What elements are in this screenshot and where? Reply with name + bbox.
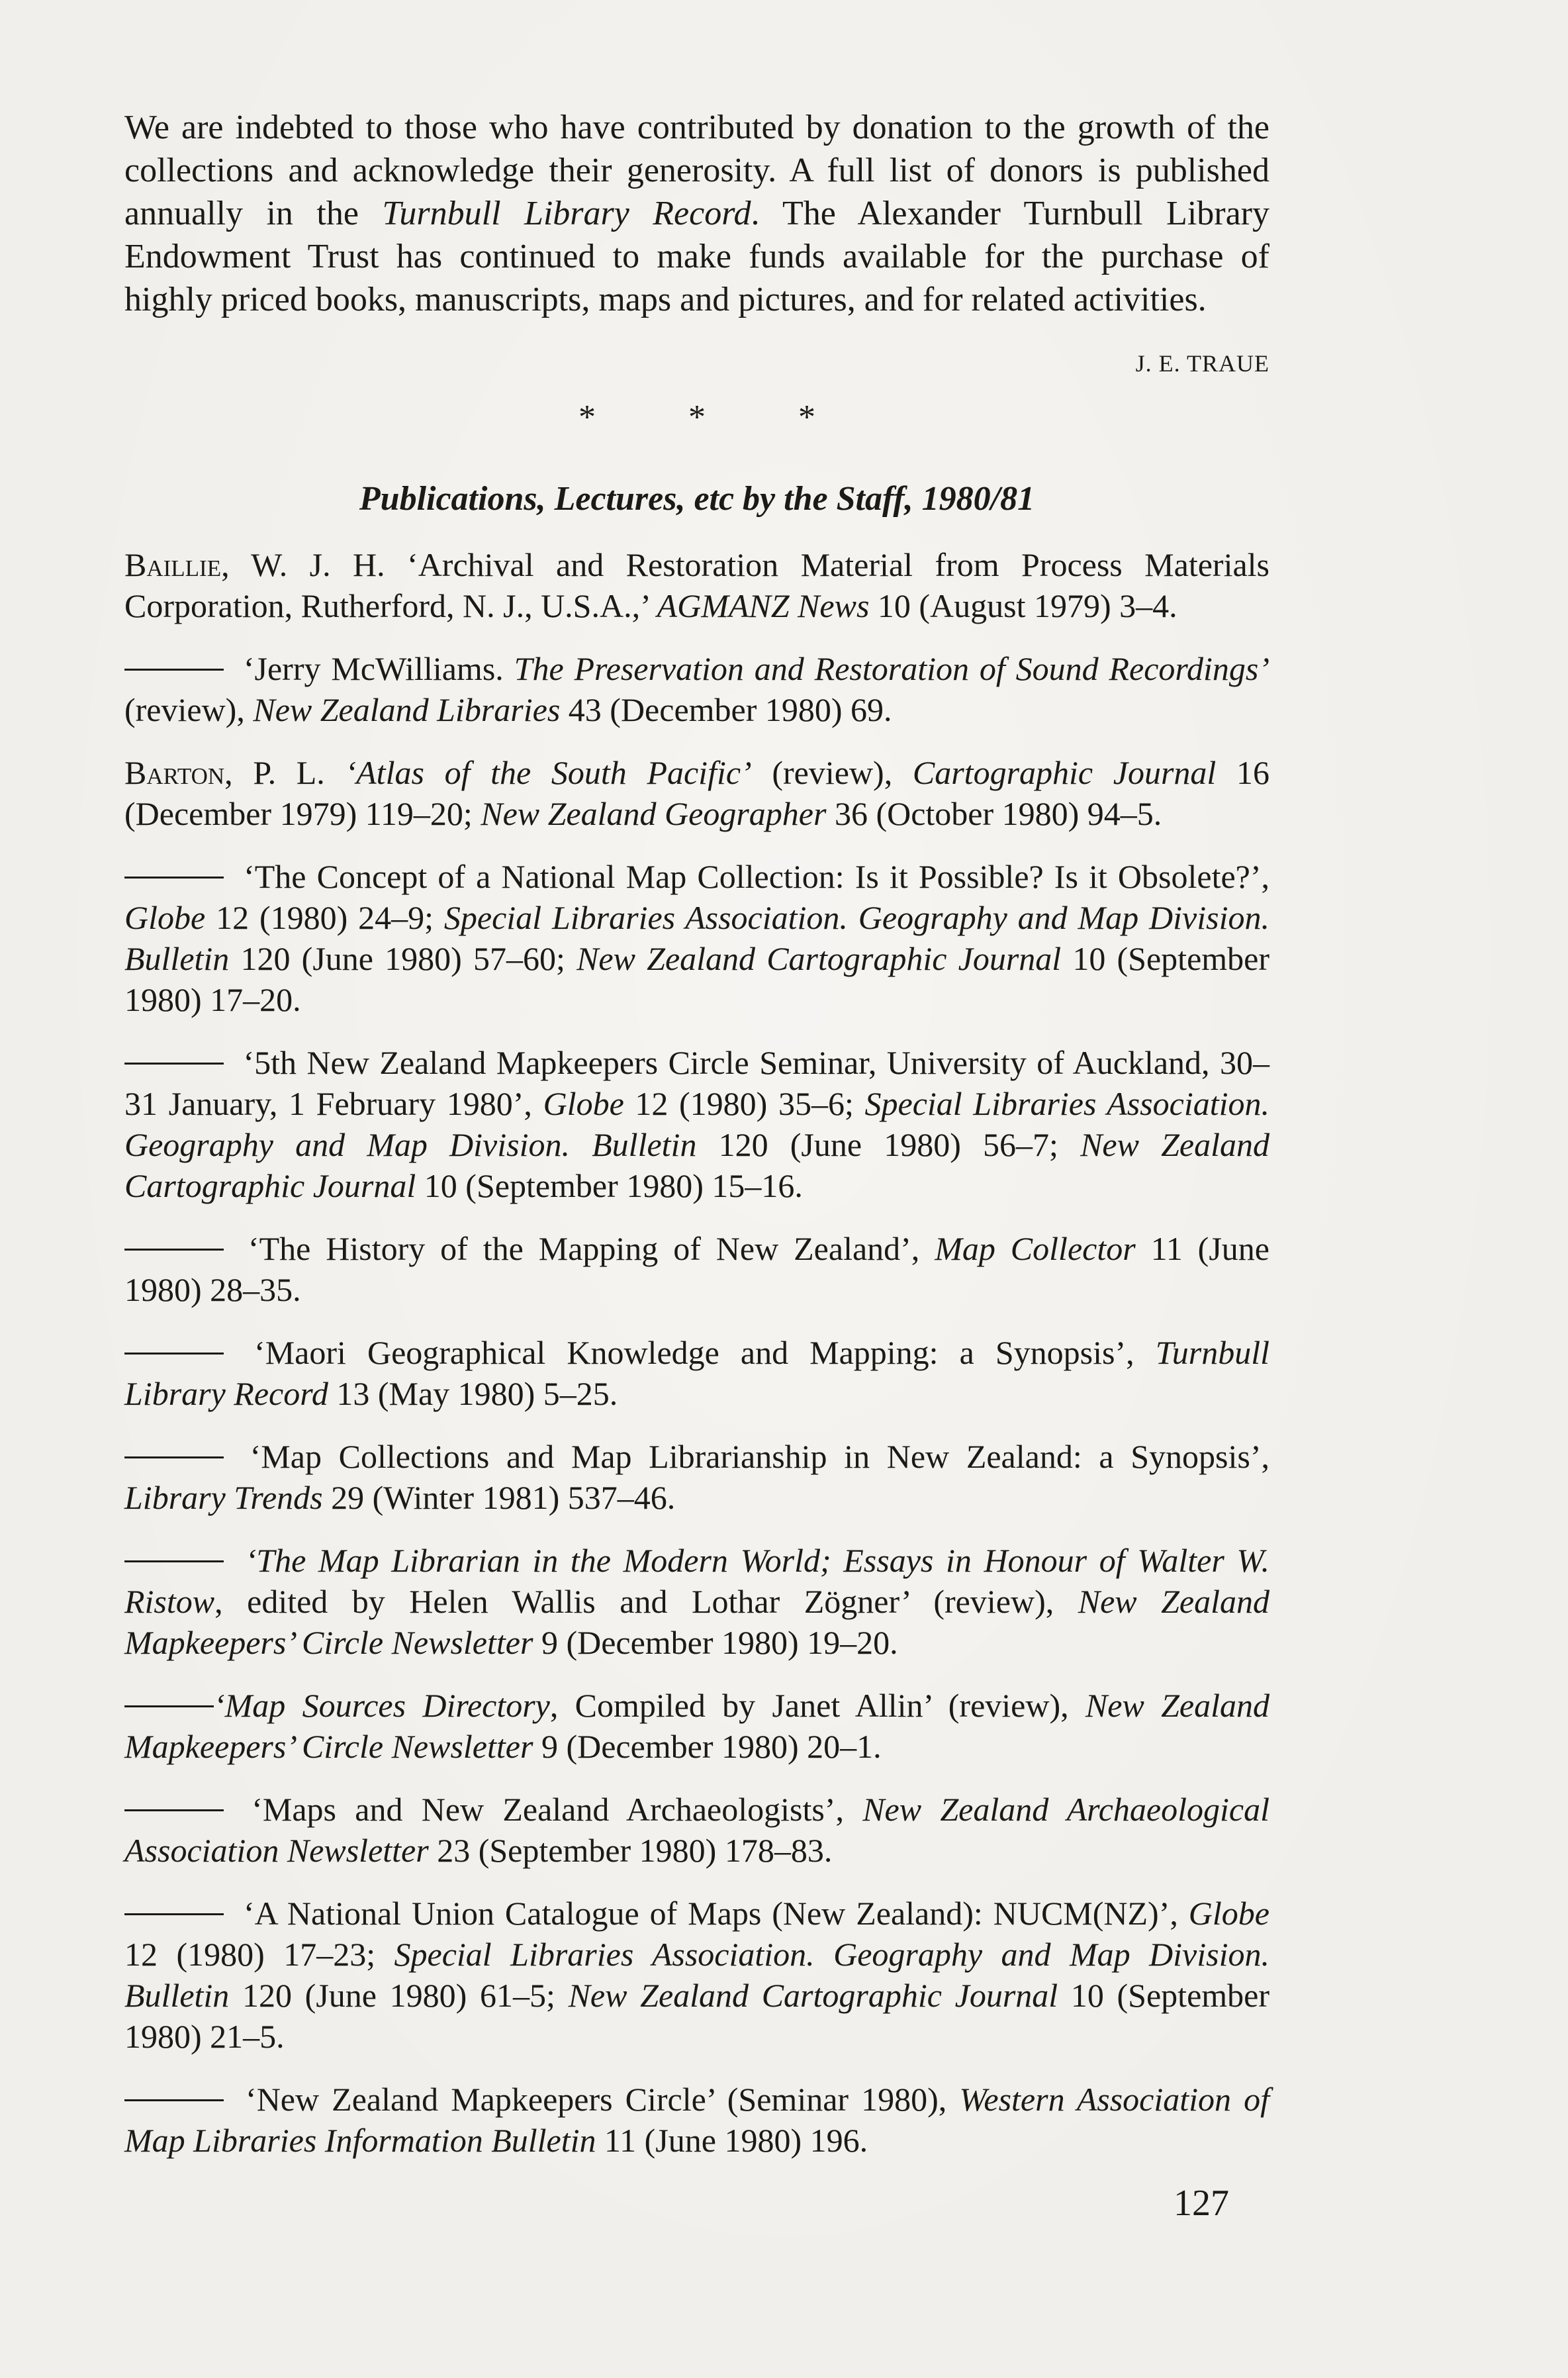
ditto-dash xyxy=(124,1063,224,1065)
bibliography-entry xyxy=(124,544,1269,626)
citation-detail: 29 (Winter 1981) 537–46. xyxy=(322,1479,676,1516)
asterisk: * xyxy=(688,399,706,436)
citation-detail: (review), xyxy=(751,754,913,791)
citation-detail: 11 (June 1980) 28–35. xyxy=(124,1230,1269,1308)
citation-detail: 12 (1980) 35–6; xyxy=(623,1085,865,1122)
journal-title: New Zealand Cartographic Journal xyxy=(576,940,1062,977)
work-title: The Preservation and Restoration of Sound Recordings’ xyxy=(514,650,1269,687)
journal-title: New Zealand Libraries xyxy=(253,691,561,728)
bibliography-entry xyxy=(124,1228,1269,1310)
entry-title: ‘Jerry McWilliams. xyxy=(233,650,514,687)
entry-title: ‘Maps and New Zealand Archaeologists’, xyxy=(233,1791,863,1828)
bibliography-entry xyxy=(124,2079,1269,2161)
intro-text-part: We are indebted to those who have contributed by donation to the growth of the collections and acknowledge their generosity. A full list of donors is published annually in the xyxy=(124,109,1269,232)
journal-title: Globe xyxy=(1188,1895,1269,1932)
bibliography-entry xyxy=(124,856,1269,1020)
bibliography-entry xyxy=(124,1332,1269,1414)
entry-title: ‘The Concept of a National Map Collection: Is it Possible? Is it Obsolete?’, xyxy=(233,858,1269,895)
journal-title: New Zealand Cartographic Journal xyxy=(568,1977,1058,2014)
journal-title: Library Trends xyxy=(124,1479,323,1516)
bibliography-list xyxy=(124,544,1269,2161)
journal-title: Special Libraries Association. Geography and Map Division. Bulletin xyxy=(124,899,1269,977)
ditto-dash xyxy=(124,1353,224,1355)
intro-paragraph xyxy=(124,106,1269,321)
ditto-dash xyxy=(124,877,224,879)
journal-title: New Zealand Mapkeepers’ Circle Newsletter xyxy=(124,1583,1269,1661)
work-title: ‘Atlas of the South Pacific’ xyxy=(345,754,752,791)
citation-detail: 12 (1980) 24–9; xyxy=(205,899,444,936)
citation-detail: 10 (September 1980) 21–5. xyxy=(124,1977,1269,2055)
ditto-dash xyxy=(124,1705,214,1707)
work-title: ‘The Map Librarian in the Modern World; Essays in Honour of Walter W. Ristow xyxy=(124,1542,1269,1620)
section-heading: Publications, Lectures, etc by the Staff, 1980/81 xyxy=(359,480,1035,518)
author-initials: , P. L. xyxy=(224,754,346,791)
bibliography-entry xyxy=(124,752,1269,834)
intro-text-part: . The Alexander Turnbull Library Endowment Trust has continued to make funds available for the purchase of highly priced books, manuscripts, maps and pictures, and for related activities. xyxy=(124,195,1269,318)
citation-detail: 10 (September 1980) 15–16. xyxy=(416,1167,803,1204)
author-surname: Barton xyxy=(124,754,225,791)
asterisk: * xyxy=(578,399,596,436)
entry-title: ‘Map Collections and Map Librarianship in New Zealand: a Synopsis’, xyxy=(233,1438,1269,1475)
ditto-dash xyxy=(124,669,224,671)
citation-detail: 36 (October 1980) 94–5. xyxy=(826,795,1162,832)
journal-title: Cartographic Journal xyxy=(912,754,1217,791)
text-column xyxy=(124,106,1269,2183)
journal-title: Globe xyxy=(543,1085,624,1122)
bibliography-entry xyxy=(124,1893,1269,2057)
author-surname: Baillie xyxy=(124,546,222,583)
signature: J. E. TRAUE xyxy=(1135,350,1269,377)
citation-detail: , Compiled by Janet Allin’ (review), xyxy=(549,1687,1085,1724)
entry-title: ‘New Zealand Mapkeepers Circle’ (Seminar 1980), xyxy=(233,2081,960,2118)
citation-detail: 16 (December 1979) 119–20; xyxy=(124,754,1269,832)
journal-title: Western Association of Map Libraries Information Bulletin xyxy=(124,2081,1269,2159)
citation-detail: 11 (June 1980) 196. xyxy=(596,2122,868,2159)
entry-title: ‘A National Union Catalogue of Maps (New Zealand): NUCM(NZ)’, xyxy=(233,1895,1189,1932)
citation-detail: 120 (June 1980) 61–5; xyxy=(229,1977,569,2014)
entry-title: ‘The History of the Mapping of New Zealand’, xyxy=(233,1230,935,1267)
bibliography-entry xyxy=(124,1436,1269,1518)
journal-title: AGMANZ News xyxy=(657,587,870,624)
bibliography-entry xyxy=(124,1540,1269,1663)
journal-title: New Zealand Archaeological Association Newsletter xyxy=(124,1791,1269,1869)
entry-title: ‘5th New Zealand Mapkeepers Circle Seminar, University of Auckland, 30–31 January, 1 February 1980’, xyxy=(124,1044,1269,1122)
work-title: ‘Map Sources Directory xyxy=(214,1687,550,1724)
journal-title: New Zealand Geographer xyxy=(481,795,827,832)
intro-italic-title: Turnbull Library Record xyxy=(382,195,751,232)
journal-title: Special Libraries Association. Geography and Map Division. Bulletin xyxy=(124,1085,1270,1163)
bibliography-entry xyxy=(124,648,1269,730)
ditto-dash xyxy=(124,1456,224,1458)
ditto-dash xyxy=(124,2099,224,2101)
journal-title: Globe xyxy=(124,899,206,936)
journal-title: Special Libraries Association. Geography and Map Division. Bulletin xyxy=(124,1936,1269,2014)
citation-detail: 12 (1980) 17–23; xyxy=(124,1936,394,1973)
citation-detail: 13 (May 1980) 5–25. xyxy=(328,1375,618,1412)
ditto-dash xyxy=(124,1913,224,1915)
ditto-dash xyxy=(124,1249,224,1251)
bibliography-entry xyxy=(124,1685,1269,1767)
citation-detail: 120 (June 1980) 56–7; xyxy=(696,1126,1081,1163)
author-initials: , W. J. H. xyxy=(221,546,408,583)
citation-detail: , edited by Helen Wallis and Lothar Zögner’ (review), xyxy=(214,1583,1078,1620)
citation-detail: 9 (December 1980) 20–1. xyxy=(533,1728,882,1765)
entry-title: ‘Archival and Restoration Material from Process Materials Corporation, Rutherford, N. J., U.S.A.,’ xyxy=(124,546,1270,624)
ditto-dash xyxy=(124,1560,224,1562)
citation-detail: 10 (August 1979) 3–4. xyxy=(869,587,1177,624)
citation-detail: 43 (December 1980) 69. xyxy=(560,691,892,728)
journal-title: Map Collector xyxy=(935,1230,1136,1267)
bibliography-entry xyxy=(124,1042,1269,1206)
entry-title: ‘Maori Geographical Knowledge and Mapping: a Synopsis’, xyxy=(233,1334,1156,1371)
section-separator xyxy=(124,398,1269,438)
page-number: 127 xyxy=(1174,2183,1229,2224)
bibliography-entry xyxy=(124,1789,1269,1871)
citation-detail: 10 (September 1980) 17–20. xyxy=(124,940,1269,1018)
citation-detail: 23 (September 1980) 178–83. xyxy=(428,1832,833,1869)
journal-title: New Zealand Mapkeepers’ Circle Newsletter xyxy=(124,1687,1269,1765)
entry-spacer xyxy=(233,1542,246,1579)
journal-title: New Zealand Cartographic Journal xyxy=(124,1126,1269,1204)
citation-detail: 9 (December 1980) 19–20. xyxy=(533,1624,898,1661)
asterisk: * xyxy=(798,399,815,436)
ditto-dash xyxy=(124,1809,224,1811)
citation-detail: 120 (June 1980) 57–60; xyxy=(229,940,577,977)
journal-title: Turnbull Library Record xyxy=(124,1334,1269,1412)
citation-detail: (review), xyxy=(124,691,254,728)
